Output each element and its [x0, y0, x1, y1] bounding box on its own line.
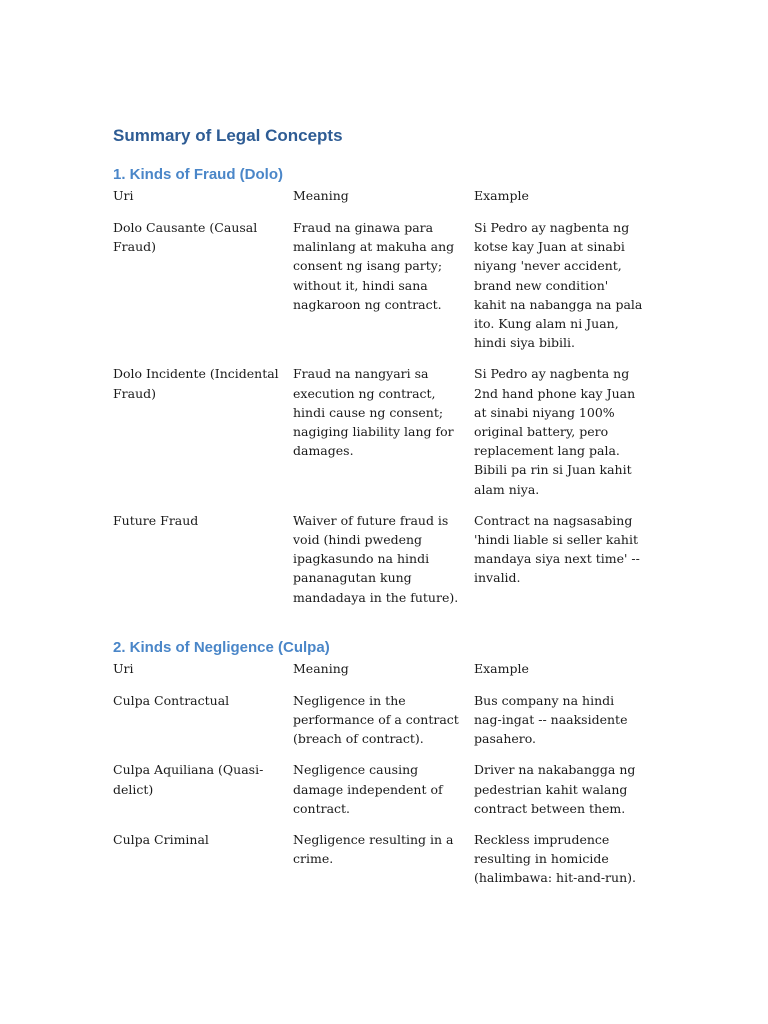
table-header-row — [113, 186, 653, 218]
section-heading-fraud: 1. Kinds of Fraud (Dolo) — [113, 166, 283, 183]
section-heading-negligence: 2. Kinds of Negligence (Culpa) — [113, 638, 330, 656]
column-header-meaning: Meaning — [293, 660, 349, 676]
cell-uri: Culpa Aquiliana (Quasi-delict) — [113, 762, 264, 797]
column-header-uri: Uri — [113, 660, 134, 676]
cell-uri: Future Fraud — [113, 512, 199, 528]
table-row — [113, 830, 653, 900]
column-header-uri: Uri — [113, 188, 134, 203]
cell-example: Reckless imprudence resulting in homicide (halimbawa: hit-and-run). — [474, 832, 636, 886]
cell-meaning: Negligence resulting in a crime. — [293, 832, 454, 867]
column-header-meaning: Meaning — [293, 188, 349, 203]
cell-example: Driver na nakabangga ng pedestrian kahit walang contract between them. — [474, 762, 636, 816]
column-header-example: Example — [474, 188, 529, 203]
cell-example: Si Pedro ay nagbenta ng kotse kay Juan at sinabi niyang 'never accident, brand new condition' kahit na nabangga na pala ito. Kung alam ni Juan, hindi siya bibili. — [474, 220, 643, 351]
cell-uri: Culpa Contractual — [113, 692, 230, 708]
section-fraud — [113, 164, 653, 619]
section-negligence — [113, 637, 653, 900]
cell-meaning: Negligence causing damage independent of contract. — [293, 762, 443, 816]
table-header-row — [113, 659, 653, 691]
cell-uri: Culpa Criminal — [113, 832, 209, 848]
cell-example: Si Pedro ay nagbenta ng 2nd hand phone kay Juan at sinabi niyang 100% original battery, pero replacement lang pala. Bibili pa rin si Juan kahit alam niya. — [474, 366, 636, 497]
cell-meaning: Fraud na nangyari sa execution ng contract, hindi cause ng consent; nagiging liability lang for damages. — [293, 366, 454, 459]
cell-meaning: Negligence in the performance of a contract (breach of contract). — [293, 692, 459, 747]
fraud-table — [113, 186, 653, 619]
cell-meaning: Waiver of future fraud is void (hindi pwedeng ipagkasundo na hindi pananagutan kung mandadaya in the future). — [293, 512, 459, 605]
negligence-table — [113, 659, 653, 900]
table-row — [113, 760, 653, 830]
table-row — [113, 218, 653, 364]
cell-example: Bus company na hindi nag-ingat -- naaksidente pasahero. — [474, 692, 628, 747]
table-row — [113, 511, 653, 619]
column-header-example: Example — [474, 660, 529, 676]
table-row — [113, 691, 653, 761]
cell-meaning: Fraud na ginawa para malinlang at makuha ang consent ng isang party; without it, hindi sana nagkaroon ng contract. — [293, 220, 455, 312]
document-page — [113, 122, 653, 900]
cell-example: Contract na nagsasabing 'hindi liable si seller kahit mandaya siya next time' -- invalid. — [474, 512, 640, 586]
table-row — [113, 364, 653, 510]
document-title: Summary of Legal Concepts — [113, 126, 343, 145]
cell-uri: Dolo Incidente (Incidental Fraud) — [113, 366, 279, 401]
cell-uri: Dolo Causante (Causal Fraud) — [113, 220, 258, 255]
